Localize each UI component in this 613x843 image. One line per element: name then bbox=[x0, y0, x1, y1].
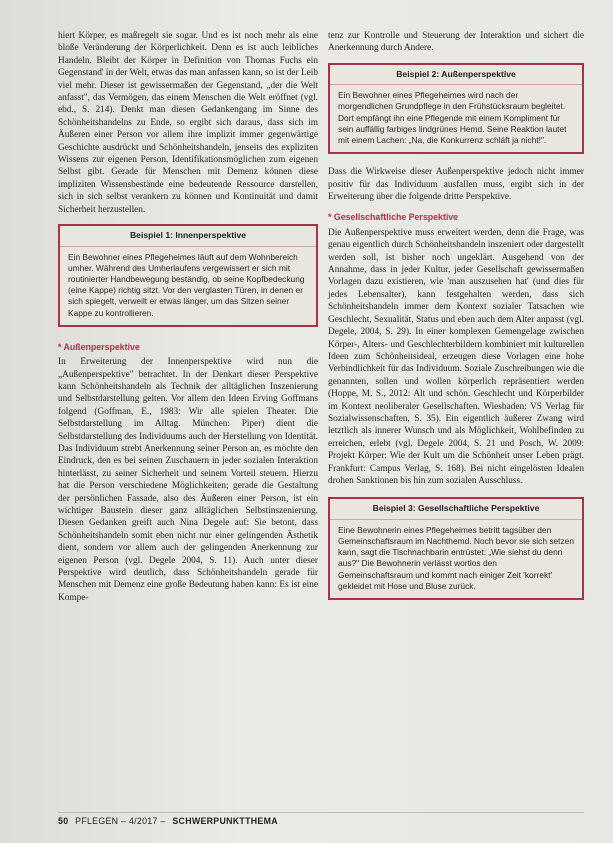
section-heading-outer: * Außenperspektive bbox=[58, 341, 140, 352]
magazine-issue: PFLEGEN – 4/2017 – bbox=[75, 816, 166, 826]
left-paragraph-1: hiert Körper, es maßregelt sie sogar. Und es ist noch mehr als eine bloße Veränderung der Körperlichkeit. Denn es ist auch leibliches Handeln. Bleibt der Körper in Definition von Thomas Fuchs ein Gegenstand' in der Welt, etwas das man anfassen kann, so ist der Leib viel mehr. Dieser ist gewissermaßen der Gegenstand, „der die Welt anfasst", das Vermögen, das einem Menschen die Welt eröffnet (vgl. ebd., S. 214). Denkt man diesen Gedankengang im Sinne des Schönheitshandelns zu Ende, so ergibt sich daraus, dass sich im Äußeren einer Person vor allem ihre implizit immer gegenwärtige Geschichte ausdrückt und Schönheitshandeln, jenseits des expliziten Wissens zur eigenen Person, Identifikationsmöglichen zum eigenen Selbst gibt. Gerade für Menschen mit Demenz können diese impliziten Wissensbestände eine bedeutende Ressource darstellen, sich in sich selbst verankern zu können und Kontinuität und damit Sicherheit herzustellen. bbox=[58, 31, 318, 215]
left-paragraph-2: In Erweiterung der Innenperspektive wird nun die „Außenperspektive" betrachtet. In der Denkart dieser Perspektive kann Schönheitshandeln als Technik der alltäglichen Inszenierung und Selbstdarstellung gelten. Vor allem den Ideen Erving Goffmans folgend (Goffman, E., 1983: Wir alle spielen Theater. Die Selbstdarstellung im Alltag. München: Piper) dient die Selbstdarstellung des Individuums auch der Herstellung von Identität. Das Individuum strebt Anerkennung seiner Person an, es möchte den Eindruck, den es bei seinen Zuschauern in jeder sozialen Interaktion hinterlässt, zu seiner Sicherheit und seinem Vorteil steuern. Hierzu hat die Person verschiedene Möglichkeiten; gerade die Gestaltung der persönlichen Fassade, also des Äußeren einer Person, ist ein wichtiger Baustein dieser ganz alltäglichen Selbstinszenierung. Diesen Gedanken greift auch Nina Degele auf: Sie betont, dass Schönheitshandeln somit eben nicht nur einer gelingenden Ästhetik dient, sondern vor allem auch der gelingenden Anerkennung zur eigenen Person (vgl. Degele 2004, S. 11). Auch unter dieser Perspektive wird deutlich, dass Schönheitshandeln gerade für Menschen mit Demenz eine große Bedeutung haben kann: Es ist eine Kompe- bbox=[58, 357, 318, 603]
example-box-1 bbox=[58, 224, 318, 327]
example-box-1-body: Ein Bewohner eines Pflegeheimes läuft auf dem Wohnbereich umher. Während des Umherlaufens vergewissert er sich mit routinierter Handbewegung beständig, ob seine Kopfbedeckung (eine Kappe) richtig sitzt. Vor den verglasten Türen, in denen er sich spiegelt, verweilt er etwas länger, um das Sitzen seiner Kappe zu kontrollieren. bbox=[68, 251, 305, 318]
example-box-3 bbox=[328, 497, 584, 600]
right-paragraph-2: Dass die Wirkweise dieser Außenperspektive jedoch nicht immer positiv für das Individuum ausfallen muss, ergibt sich in der Erweiterung über die folgende dritte Perspektive. bbox=[328, 167, 584, 203]
footer-rule bbox=[58, 812, 584, 813]
right-paragraph-3: Die Außenperspektive muss erweitert werden, denn die Frage, was genau eigentlich durch Schönheitshandeln inszeniert oder dargestellt werden soll, ist bisher noch ungeklärt. Ausgehend von der Annahme, dass in jeder Kultur, jeder Gesellschaft gewissermaßen Vorlagen dazu existieren, wie 'man auszusehen hat' (und dies für jedes Lebensalter), kann festgehalten werden, dass sich Schönheitshandeln immer dem Kontext sozialer Tatsachen wie Geschlecht, Sexualität, Status und eben auch dem Alter anpasst (vgl. Degele, 2004, S. 29). In einer komplexen Gemengelage zwischen Körper-, Alters- und Geschlechterbildern kombiniert mit kulturellen Ideen zum Schönheitsideal, erzeugen diese Vorlagen eine hohe Verbindlichkeit für das Individuum. Soziale Zuschreibungen wie die genannten, sollen und wollen körperlich repräsentiert werden (Hoppe, M. S., 2012: Alt und schön. Geschlecht und Körperbilder im Kontext neoliberaler Gesellschaften. Wiesbaden: VS Verlag für Sozialwissenschaften, S. 35). Ein eigentlich äußerer Zwang wird letztlich als innerer Wunsch und als Möglichkeit, Wohlbefinden zu erreichen, erlebt (vgl. Degele 2004, S. 21 und Posch, W. 2009: Projekt Körper: Wie der Kult um die Schönheit unser Leben prägt. Frankfurt: Campus Verlag, S. 168). Bei nicht eingelösten Idealen drohen Sanktionen bis hin zum sozialen Ausschluss. bbox=[328, 227, 584, 486]
section-theme: SCHWERPUNKTTHEMA bbox=[172, 816, 278, 826]
right-column bbox=[328, 30, 584, 600]
example-box-2-title: Beispiel 2: Außenperspektive bbox=[330, 65, 582, 85]
right-paragraph-1: tenz zur Kontrolle und Steuerung der Interaktion und sichert die Anerkennung durch Andere. bbox=[328, 31, 584, 54]
example-box-3-title: Beispiel 3: Gesellschaftliche Perspektive bbox=[330, 499, 582, 519]
page-number: 50 bbox=[58, 816, 69, 826]
example-box-2-body: Ein Bewohner eines Pflegeheimes wird nach der morgendlichen Grundpflege in den Frühstücksraum begleitet. Dort empfängt ihn eine Pflegende mit einem Kompliment für sein auffällig farbiges lindgrünes Hemd. Seine Reaktion lautet mit einem Lachen: „Na, die Konkurrenz schläft ja nicht!". bbox=[338, 90, 567, 146]
example-box-2 bbox=[328, 63, 584, 154]
example-box-1-title: Beispiel 1: Innenperspektive bbox=[60, 226, 316, 246]
example-box-3-body: Eine Bewohnerin eines Pflegeheimes betritt tagsüber den Gemeinschaftsraum im Nachthemd. Noch bevor sie sich setzen kann, sagt die Tischnachbarin entrüstet: „Wie siehst du denn aus?" Die Bewohnerin verlässt wortlos den Gemeinschaftsraum und kommt nach einiger Zeit 'korrekt' gekleidet mit Hose und Bluse zurück. bbox=[338, 524, 574, 591]
page-footer bbox=[58, 816, 278, 826]
left-column bbox=[58, 30, 318, 604]
section-heading-society: * Gesellschaftliche Perspektive bbox=[328, 212, 459, 223]
